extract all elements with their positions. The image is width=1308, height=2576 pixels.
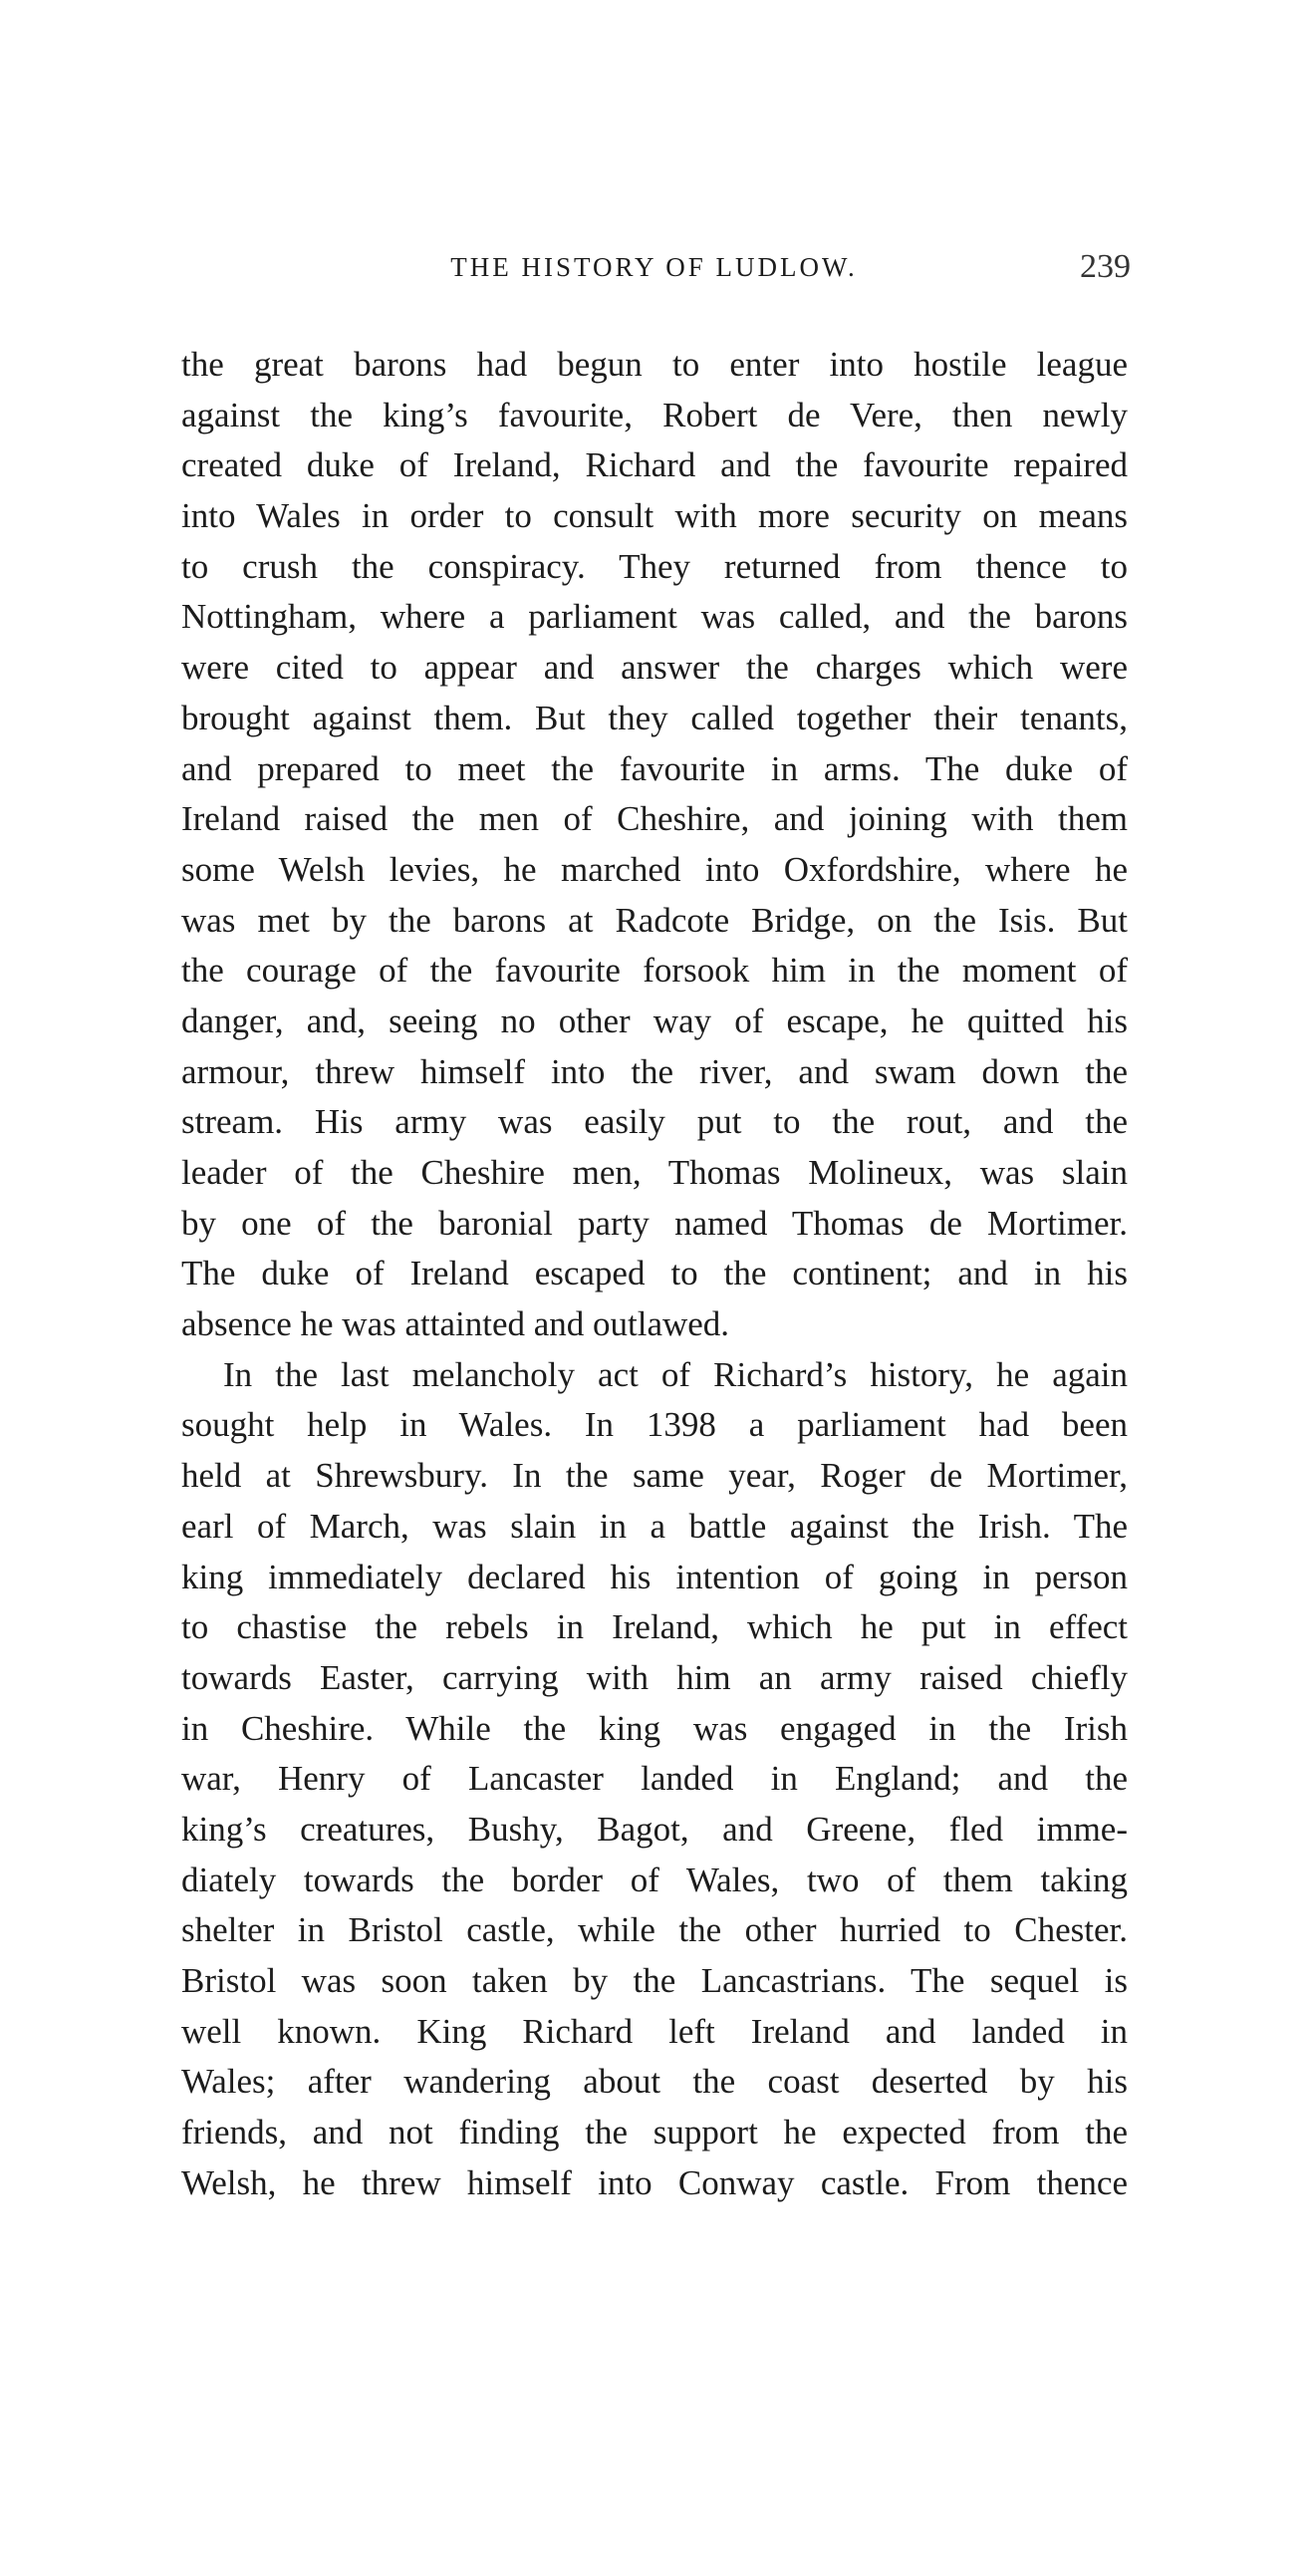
text-line: sought help in Wales. In 1398 a parliament had been <box>181 1405 1128 1445</box>
text-line: The duke of Ireland escaped to the continent; and in his <box>181 1254 1128 1293</box>
text-line: diately towards the border of Wales, two of them taking <box>181 1860 1128 1899</box>
text-line: the great barons had begun to enter into hostile league <box>181 345 1128 384</box>
page-number: 239 <box>1080 248 1131 285</box>
text-line: danger, and, seeing no other way of escape, he quitted his <box>181 1001 1128 1040</box>
text-line: Bristol was soon taken by the Lancastrians. The sequel is <box>181 1961 1128 2000</box>
text-line: against the king’s favourite, Robert de Vere, then newly <box>181 395 1128 434</box>
text-line: absence he was attainted and outlawed. <box>181 1304 730 1344</box>
text-line: king immediately declared his intention of going in person <box>181 1557 1128 1596</box>
text-line: Nottingham, where a parliament was called, and the barons <box>181 597 1128 637</box>
text-line: held at Shrewsbury. In the same year, Roger de Mortimer, <box>181 1456 1128 1496</box>
text-line: into Wales in order to consult with more security on means <box>181 496 1128 536</box>
text-line: to crush the conspiracy. They returned from thence to <box>181 546 1128 586</box>
text-line: to chastise the rebels in Ireland, which he put in effect <box>181 1607 1128 1647</box>
text-line: towards Easter, carrying with him an army raised chiefly <box>181 1657 1128 1697</box>
text-line: Ireland raised the men of Cheshire, and joining with them <box>181 799 1128 839</box>
text-line: in Cheshire. While the king was engaged in the Irish <box>181 1708 1128 1748</box>
text-line: armour, threw himself into the river, and swam down the <box>181 1051 1128 1091</box>
running-title: THE HISTORY OF LUDLOW. <box>450 252 858 282</box>
page-header <box>0 242 1308 292</box>
text-line: Welsh, he threw himself into Conway castle. From thence <box>181 2162 1128 2202</box>
text-line: the courage of the favourite forsook him in the moment of <box>181 951 1128 991</box>
text-line: Wales; after wandering about the coast deserted by his <box>181 2062 1128 2102</box>
text-line: brought against them. But they called together their tenants, <box>181 698 1128 737</box>
text-line: by one of the baronial party named Thomas de Mortimer. <box>181 1203 1128 1243</box>
text-line: shelter in Bristol castle, while the other hurried to Chester. <box>181 1910 1128 1950</box>
text-line: were cited to appear and answer the charges which were <box>181 648 1128 688</box>
text-line: stream. His army was easily put to the rout, and the <box>181 1102 1128 1142</box>
text-line: king’s creatures, Bushy, Bagot, and Greene, fled imme- <box>181 1809 1128 1849</box>
text-line: was met by the barons at Radcote Bridge, on the Isis. But <box>181 900 1128 940</box>
text-line: and prepared to meet the favourite in arms. The duke of <box>181 748 1128 788</box>
text-line: well known. King Richard left Ireland and landed in <box>181 2011 1128 2051</box>
text-line: friends, and not finding the support he expected from the <box>181 2113 1128 2152</box>
body-text <box>181 340 1128 2208</box>
text-line: earl of March, was slain in a battle against the Irish. The <box>181 1506 1128 1546</box>
text-line: some Welsh levies, he marched into Oxfordshire, where he <box>181 849 1128 889</box>
text-line: In the last melancholy act of Richard’s history, he again <box>223 1354 1128 1394</box>
text-line: created duke of Ireland, Richard and the favourite repaired <box>181 445 1128 485</box>
text-line: leader of the Cheshire men, Thomas Molineux, was slain <box>181 1153 1128 1192</box>
text-line: war, Henry of Lancaster landed in England; and the <box>181 1759 1128 1799</box>
